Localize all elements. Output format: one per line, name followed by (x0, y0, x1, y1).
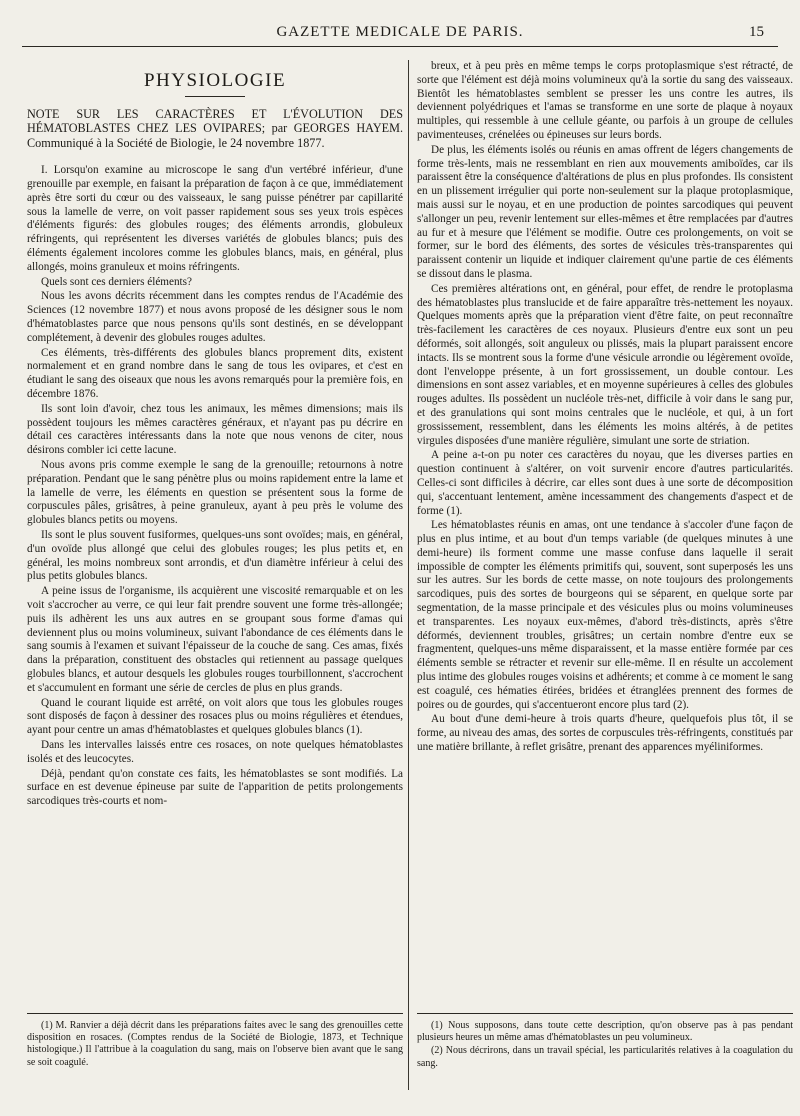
right-column (417, 60, 793, 756)
paragraph: Dans les intervalles laissés entre ces rosaces, on note quelques hématoblastes isolés et des leucocytes. (27, 738, 403, 765)
paragraph: Ces premières altérations ont, en général, pour effet, de rendre le protoplasma des hématoblastes plus translucide et de faire apparaître très-nettement les noyaux. Quelques moments après que la préparation vient d'être faite, on peut reconnaître très-facilement les caractères de ces noyaux. Plusieurs d'entre eux sont un peu déformés, soit allongés, soit anguleux ou plissés, mais la plupart paraissent encore intacts. Ils se montrent sous la forme d'une vésicule arrondie ou légèrement ovoïde, dont l'enveloppe présente, à un fort grossissement, un double contour. Les dimensions en sont assez variables, et en moyenne supérieures à celles des globules rouges adultes. Ils possèdent un nucléole très-net, difficile à voir dans le sang pur, et des granulations qui sont moins centrales que le nucléole, et qui, à un fort grossissement, ressemblent, dans les éléments les moins altérés, à de petites virgules disposées d'une manière régulière, simulant une sorte de striation. (417, 282, 793, 447)
article-heading: NOTE SUR LES CARACTÈRES ET L'ÉVOLUTION DES HÉMATOBLASTES CHEZ LES OVIPARES; par GEORGES HAYEM. Communiqué à la Société de Biologie, le 24 novembre 1877. (27, 106, 403, 150)
footnote: (1) Nous supposons, dans toute cette description, qu'on observe pas à pas pendant plusieurs heures un même amas d'hématoblastes un peu volumineux. (417, 1020, 793, 1044)
left-column (27, 60, 403, 810)
paragraph: De plus, les éléments isolés ou réunis en amas offrent de légers changements de forme très-lents, mais ne ressemblant en rien aux mouvements amiboïdes, car ils paraissent être la conséquence d'altérations de plus en plus profondes. Ils consistent en un plissement irrégulier qui porte non-seulement sur la plaque protoplasmique, mais aussi sur le noyau, et en une production de pointes sarcodiques qui peuvent s'allonger un peu, revenir lentement sur elles-mêmes et être remplacées par d'autres au fur et à mesure que l'élément se modifie. Outre ces prolongements, on voit se former, sur le bord des éléments, des sortes de vésicules très-transparentes qui paraissent contenir un liquide et indiquer clairement qu'une partie de ces éléments se dissout dans le plasma. (417, 143, 793, 280)
paragraph: breux, et à peu près en même temps le corps protoplasmique s'est rétracté, de sorte que l'élément est déjà moins volumineux qu'à la sortie du sang des vaisseaux. Bientôt les hématoblastes semblent se presser les uns contre les autres, ils deviennent polyédriques et l'amas se transforme en une sorte de plaque à noyaux multiples, qui ressemble à une cellule géante, ou parfois à un groupe de cellules pavimenteuses, crénelées ou épineuses sur leurs bords. (417, 60, 793, 141)
page-number: 15 (749, 24, 764, 40)
paragraph: Au bout d'une demi-heure à trois quarts d'heure, quelquefois plus tôt, il se forme, au niveau des amas, des sortes de corpuscules très-réfringents, constitués par une matière brillante, à reflet grisâtre, prenant des apparences myéliniformes. (417, 713, 793, 754)
footnotes-left-body (27, 1020, 403, 1069)
footnote-rule (417, 1013, 793, 1014)
footnote: (1) M. Ranvier a déjà décrit dans les préparations faites avec le sang des grenouilles cette disposition en rosaces. (Comptes rendus de la Société de Biologie, 1873, et Technique histologique.) Il l'attribue à la coagulation du sang, mais on l'observe bien avant que le sang se soit coagulé. (27, 1020, 403, 1068)
section-divider (185, 96, 245, 97)
footnote-rule (27, 1013, 403, 1014)
paragraph: Ces éléments, très-différents des globules blancs proprement dits, existent normalement et en grand nombre dans le sang de tous les ovipares, et c'est en étudiant le sang des oiseaux que nous les avons remarqués pour la première fois, en décembre 1876. (27, 346, 403, 401)
paragraph: Déjà, pendant qu'on constate ces faits, les hématoblastes se sont modifiés. La surface en est devenue épineuse par suite de l'apparition de petits prolongements sarcodiques très-courts et nom- (27, 767, 403, 808)
footnotes-right-body (417, 1020, 793, 1070)
footnotes-left (27, 1013, 403, 1070)
paragraph: I. Lorsqu'on examine au microscope le sang d'un vertébré inférieur, d'une grenouille par exemple, en faisant la préparation de façon à ce que, immédiatement après être sorti du cœur ou des vaisseaux, le sang puisse pénétrer par capillarité sous la lamelle de verre, on voit passer rapidement sous ses yeux trois espèces d'éléments figurés: des globules rouges; des éléments arrondis, globuleux réfringents, qui représentent les diverses variétés de globules blancs; puis des éléments également incolores comme les globules blancs, mais, en général, plus allongés, moins granuleux et moins réfringents. (27, 164, 403, 273)
journal-title: GAZETTE MEDICALE DE PARIS. (276, 24, 524, 40)
paragraph: A peine a-t-on pu noter ces caractères du noyau, que les diverses parties en question continuent à s'altérer, on voit survenir encore d'autres particularités. Celles-ci sont difficiles à décrire, car elles sont dues à une sorte de décomposition qui, s'accentuant lentement, amène incessamment des changements d'aspect et de forme (1). (417, 449, 793, 517)
section-title: PHYSIOLOGIE (143, 70, 287, 91)
footnotes-right (417, 1013, 793, 1071)
page-header (22, 24, 778, 47)
paragraph: Quand le courant liquide est arrêté, on voit alors que tous les globules rouges sont disposés de façon à dessiner des rosaces plus ou moins régulières et étendues, ayant pour centre un amas d'hématoblastes et quelques globules blancs (1). (27, 696, 403, 737)
left-column-body (27, 164, 403, 809)
column-divider (408, 60, 409, 1090)
paragraph: Ils sont le plus souvent fusiformes, quelques-uns sont ovoïdes; mais, en général, d'un ovoïde plus allongé que celui des globules rouges; les plus petits et, en général, les moins nombreux sont arrondis, et d'un diamètre inférieur à celui des plus petits globules blancs. (27, 529, 403, 583)
right-column-body (417, 60, 793, 755)
footnote: (2) Nous décrirons, dans un travail spécial, les particularités relatives à la coagulation du sang. (417, 1045, 793, 1069)
paragraph: A peine issus de l'organisme, ils acquièrent une viscosité remarquable et on les voit s'accrocher au verre, ce qui leur fait prendre souvent une forme très-allongée; puis ils adhèrent les uns aux autres en se groupant sous forme d'amas qui deviennent plus ou moins volumineux, suivant l'abondance de ces éléments dans le sang soumis à l'examen et suivant l'épaisseur de la couche de sang. Ces amas, fixés dans la préparation, constituent des obstacles qui retiennent au passage quelques globules blancs, et autour desquels les globules rouges tourbillonnent, s'accrochent et s'accumulent en formant une série de cercles de plus en plus grands. (27, 585, 403, 694)
paragraph: Quels sont ces derniers éléments? (41, 275, 192, 288)
paragraph: Ils sont loin d'avoir, chez tous les animaux, les mêmes dimensions; mais ils possèdent toujours les mêmes caractères généraux, et n'ayant pas pu décrire en détail ces caractères intéressants dans la note que nous venons de citer, nous désirons combler ici cette lacune. (27, 402, 403, 457)
paragraph: Les hématoblastes réunis en amas, ont une tendance à s'accoler d'une façon de plus en plus intime, et au bout d'un temps variable (de quelques minutes à une demi-heure) ils forment comme une masse confuse dans laquelle il serait impossible de compter les éléments primitifs qui, souvent, sont superposés les uns sur les autres. Sur les bords de cette masse, on note toujours des prolongements sarcodiques, puis des sortes de bourgeons qui se séparent, en quelque sorte par segmentation, de la masse principale et des vésicules plus ou moins volumineuses et transparentes. Les noyaux eux-mêmes, d'abord très-distincts, après s'être déformés, deviennent troubles, grisâtres; un certain nombre d'entre eux se fragmentent, quelques-uns même disparaissent, et la masse entière formée par ces éléments semble se rétracter et revenir sur elle-même. Il en résulte un accolement plus intime des globules rouges voisins et adhérents; et comme à ce moment le sang est coagulé, ces hématies étirées, bridées et étranglées prennent des formes de poires ou de gourdes, qui s'accentueront encore plus tard (2). (417, 519, 793, 711)
paragraph: Nous avons pris comme exemple le sang de la grenouille; retournons à notre préparation. Pendant que le sang pénètre plus ou moins rapidement entre la lame et la lamelle de verre, les éléments en question se présentent sous la forme de corpuscules pâles, grisâtres, à peine granuleux, ayant à peu près le volume des globules blancs petits ou moyens. (27, 459, 403, 527)
paragraph: Nous les avons décrits récemment dans les comptes rendus de l'Académie des Sciences (12 novembre 1877) et nous avons proposé de les désigner sous le nom d'hématoblastes parce que nous pensons qu'ils sont destinés, en se développant complétement, à devenir des globules rouges adultes. (27, 290, 403, 344)
